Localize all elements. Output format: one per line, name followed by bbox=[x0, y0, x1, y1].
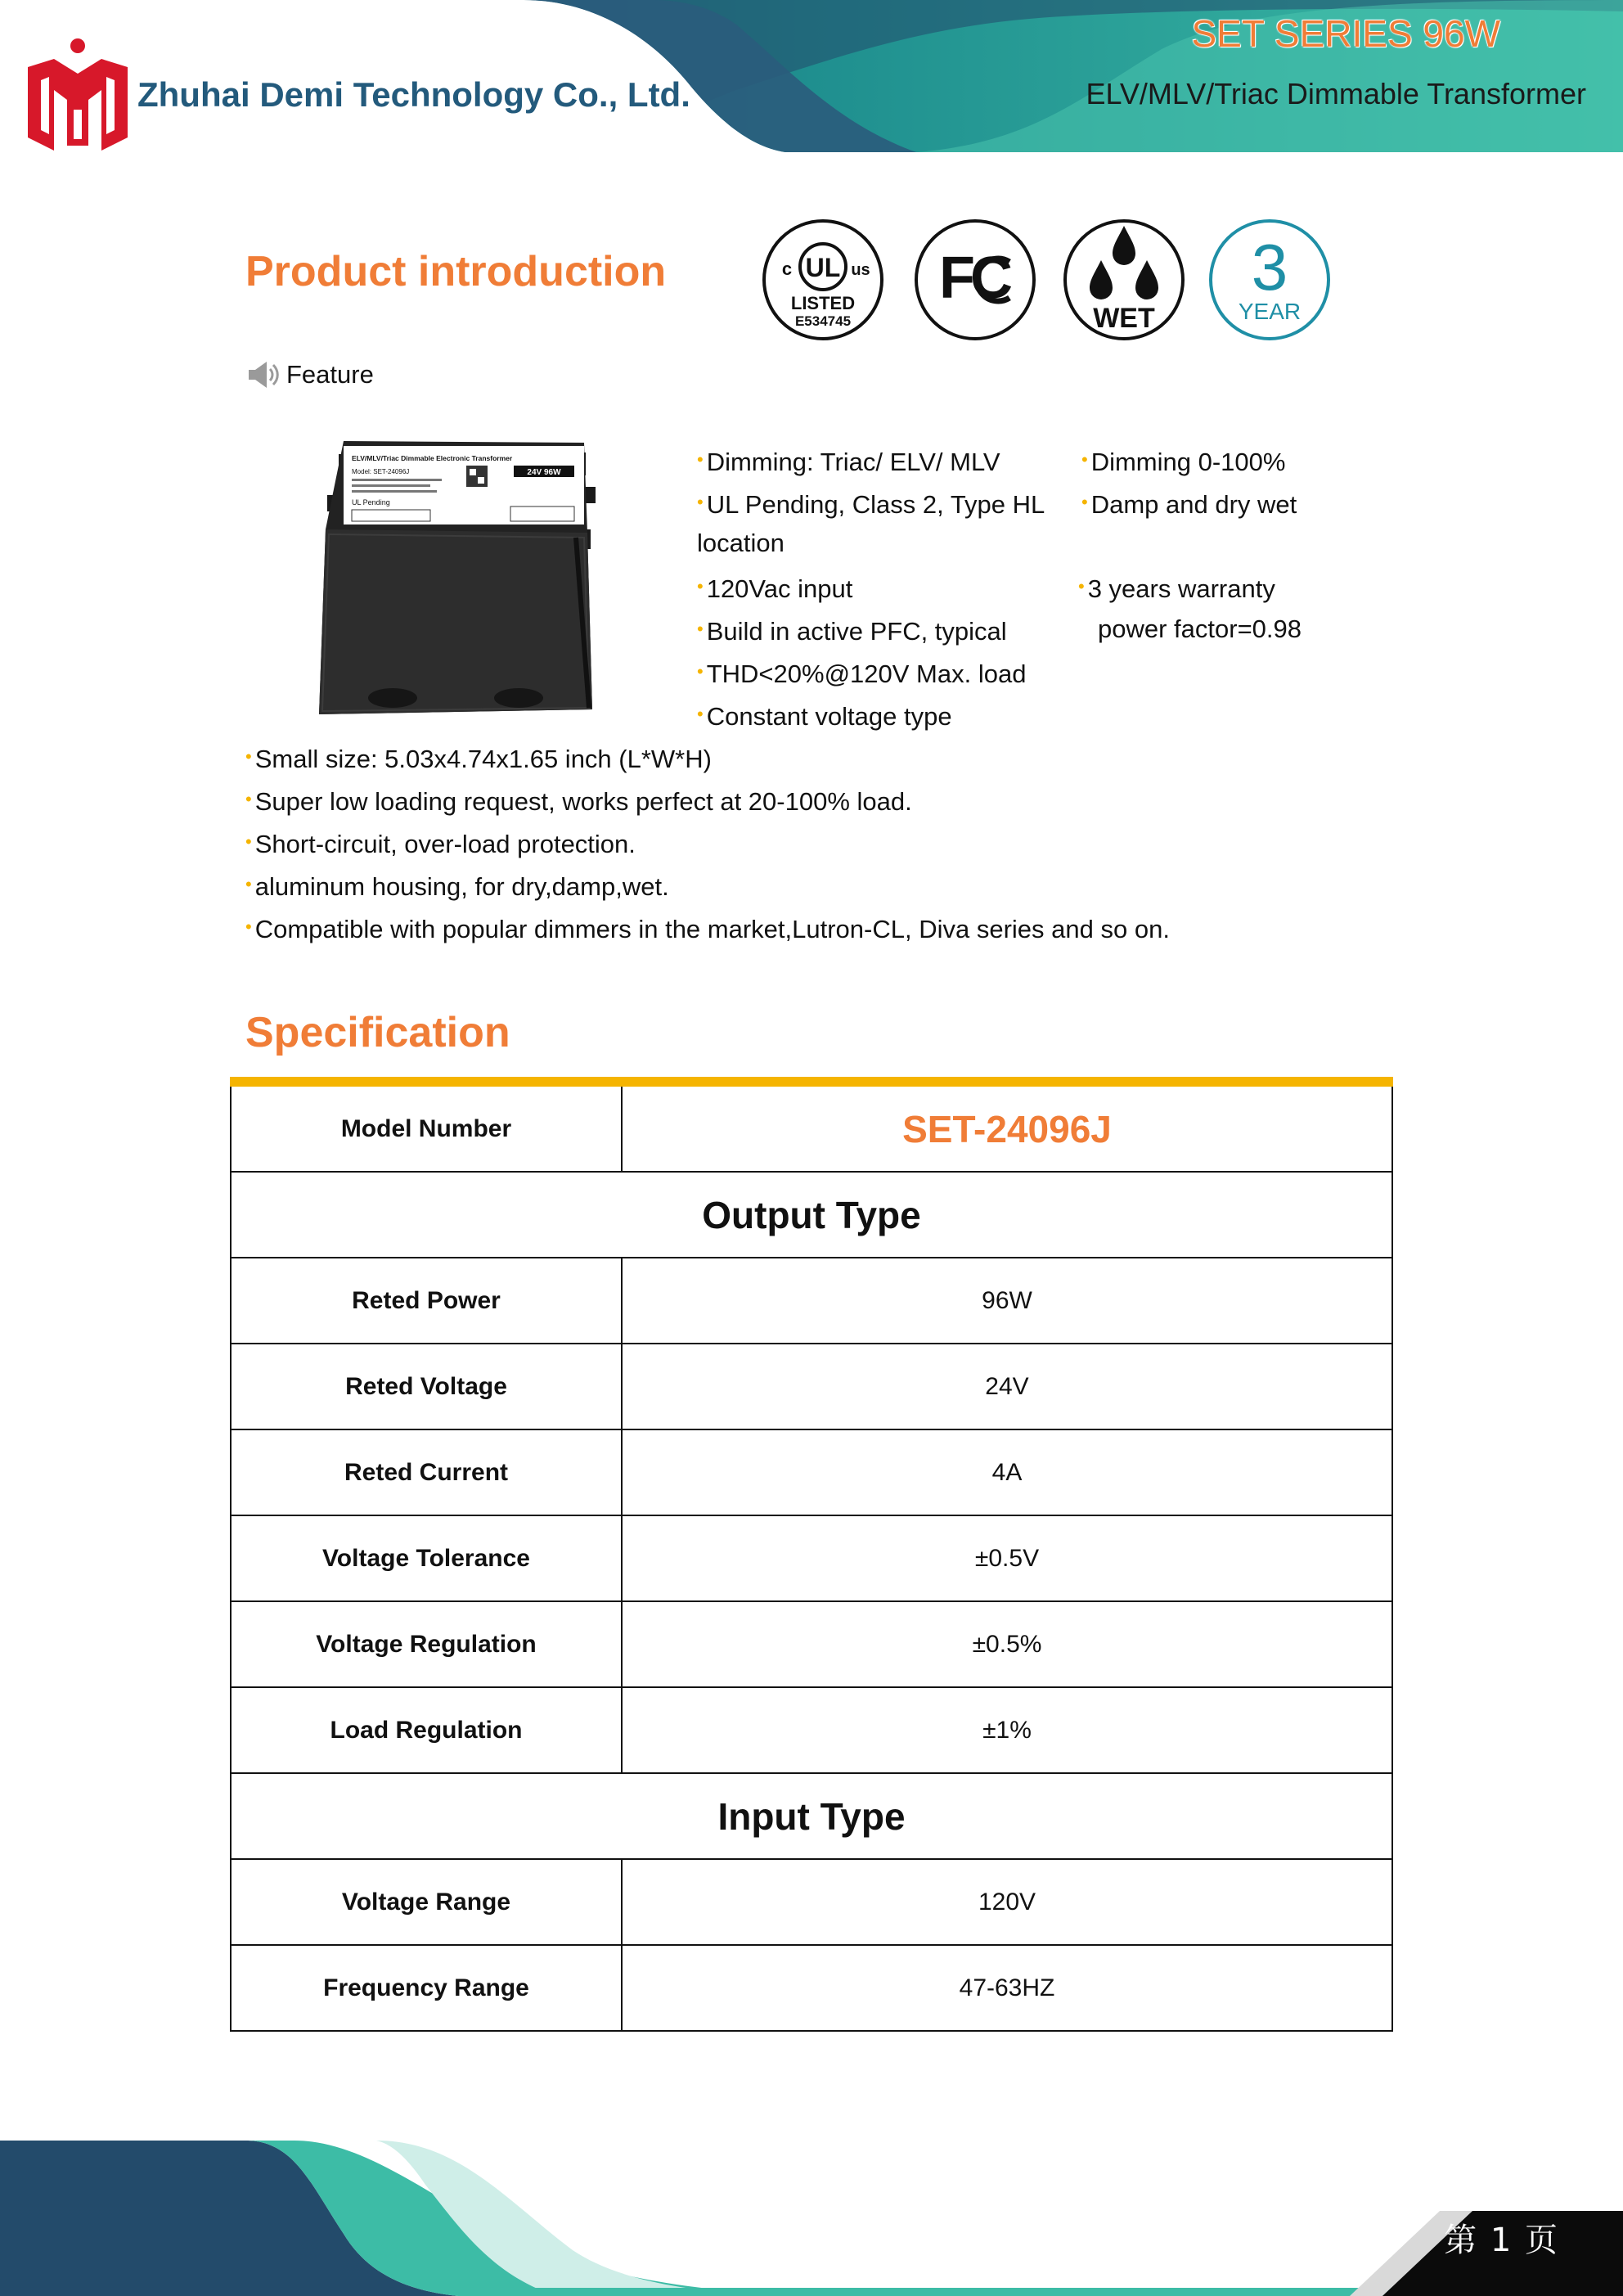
spec-label: Voltage Tolerance bbox=[231, 1515, 622, 1601]
input-type-heading: Input Type bbox=[231, 1773, 1392, 1859]
feature-item: • Dimming 0-100% bbox=[1081, 448, 1286, 476]
feature-heading bbox=[245, 357, 374, 393]
feature-item: • Short-circuit, over-load protection. bbox=[245, 830, 636, 858]
spec-value: 96W bbox=[622, 1258, 1392, 1344]
product-label-badge: 24V 96W bbox=[527, 468, 561, 477]
model-number-label: Model Number bbox=[231, 1082, 622, 1172]
feature-item: • Build in active PFC, typical bbox=[697, 617, 1007, 646]
table-row bbox=[231, 1773, 1392, 1859]
feature-item: • Compatible with popular dimmers in the market,Lutron-CL, Diva series and so on. bbox=[245, 915, 1170, 943]
spec-label: Reted Power bbox=[231, 1258, 622, 1344]
feature-item: • 120Vac input bbox=[697, 574, 853, 603]
footer-banner bbox=[0, 2136, 1623, 2296]
table-row bbox=[231, 1344, 1392, 1429]
warranty-years: 3 bbox=[1251, 231, 1288, 304]
spec-label: Reted Voltage bbox=[231, 1344, 622, 1429]
feature-item: • Super low loading request, works perfect at 20-100% load. bbox=[245, 787, 912, 816]
product-label-ul: UL Pending bbox=[352, 498, 390, 506]
table-row bbox=[231, 1082, 1392, 1172]
specification-table bbox=[230, 1077, 1393, 2032]
feature-item: • Small size: 5.03x4.74x1.65 inch (L*W*H) bbox=[245, 745, 712, 773]
product-label-model: Model: SET-24096J bbox=[352, 468, 410, 475]
feature-item: • UL Pending, Class 2, Type HL bbox=[697, 490, 1045, 519]
table-row bbox=[231, 1515, 1392, 1601]
table-row bbox=[231, 1859, 1392, 1945]
ul-file-number: E534745 bbox=[794, 313, 852, 329]
fcc-icon bbox=[913, 218, 1037, 342]
spec-label: Voltage Regulation bbox=[231, 1601, 622, 1687]
speaker-icon bbox=[245, 359, 280, 390]
feature-item: • aluminum housing, for dry,damp,wet. bbox=[245, 872, 669, 901]
feature-item: • 3 years warranty bbox=[1078, 574, 1275, 603]
ul-listed-text: LISTED bbox=[790, 293, 856, 313]
wet-location-icon bbox=[1062, 218, 1186, 342]
feature-item: • THD<20%@120V Max. load bbox=[697, 660, 1027, 688]
spec-value: ±0.5V bbox=[622, 1515, 1392, 1601]
spec-value: 4A bbox=[622, 1429, 1392, 1515]
company-logo bbox=[23, 34, 133, 157]
page-number: 第 1 页 bbox=[1444, 2222, 1559, 2259]
output-type-heading: Output Type bbox=[231, 1172, 1392, 1258]
series-title: SET SERIES 96W bbox=[1191, 12, 1500, 55]
ul-listed-icon bbox=[761, 218, 885, 342]
feature-item-continued: location bbox=[697, 529, 785, 557]
spec-value: 47-63HZ bbox=[622, 1945, 1392, 2031]
feature-item-continued: power factor=0.98 bbox=[1098, 615, 1302, 643]
spec-label: Reted Current bbox=[231, 1429, 622, 1515]
spec-value: 24V bbox=[622, 1344, 1392, 1429]
spec-value: 120V bbox=[622, 1859, 1392, 1945]
product-introduction-title: Product introduction bbox=[245, 248, 667, 295]
spec-label: Frequency Range bbox=[231, 1945, 622, 2031]
table-row bbox=[231, 1945, 1392, 2031]
product-image bbox=[314, 438, 617, 720]
wet-label: WET bbox=[1093, 303, 1155, 334]
spec-value: ±1% bbox=[622, 1687, 1392, 1773]
ul-us-mark: us bbox=[851, 261, 870, 279]
warranty-3-year-icon bbox=[1207, 218, 1332, 342]
model-number-value: SET-24096J bbox=[622, 1082, 1392, 1172]
product-label-title: ELV/MLV/Triac Dimmable Electronic Transformer bbox=[352, 454, 513, 462]
ul-mark: UL bbox=[805, 253, 841, 282]
spec-value: ±0.5% bbox=[622, 1601, 1392, 1687]
table-row bbox=[231, 1687, 1392, 1773]
spec-label: Load Regulation bbox=[231, 1687, 622, 1773]
table-row bbox=[231, 1429, 1392, 1515]
feature-item: • Constant voltage type bbox=[697, 702, 952, 731]
feature-item: • Dimming: Triac/ ELV/ MLV bbox=[697, 448, 1000, 476]
feature-item: • Damp and dry wet bbox=[1081, 490, 1297, 519]
ul-c-mark: c bbox=[781, 259, 793, 279]
series-subtitle: ELV/MLV/Triac Dimmable Transformer bbox=[1086, 77, 1586, 110]
table-row bbox=[231, 1172, 1392, 1258]
fcc-mark: FC bbox=[939, 245, 1008, 311]
warranty-label: YEAR bbox=[1238, 299, 1302, 324]
spec-label: Voltage Range bbox=[231, 1859, 622, 1945]
company-name: Zhuhai Demi Technology Co., Ltd. bbox=[137, 75, 690, 114]
table-row bbox=[231, 1258, 1392, 1344]
feature-label: Feature bbox=[286, 360, 374, 389]
table-row bbox=[231, 1601, 1392, 1687]
specification-title: Specification bbox=[245, 1009, 510, 1056]
